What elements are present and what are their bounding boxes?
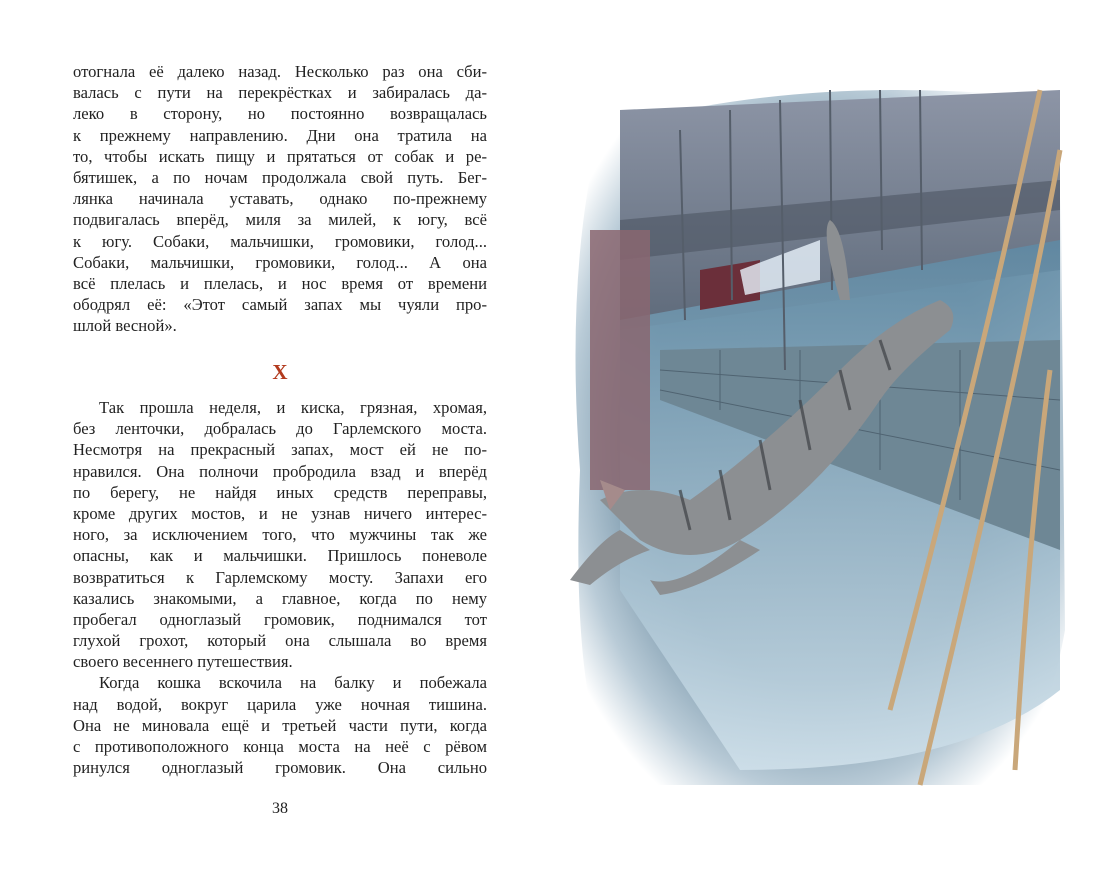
text-line: к прежнему направлению. Дни она тратила на [73,125,487,145]
text-line: Она не миновала ещё и третьей части пути, когда [73,715,487,735]
text-line: шлой весной». [73,316,177,336]
text-line: кроме других мостов, и не узнав ничего интерес- [73,503,487,523]
text-line: то, чтобы искать пищу и прятаться от собак и ре- [73,146,487,166]
text-line: Так прошла неделя, и киска, грязная, хромая, [99,398,487,417]
bridge-tower [590,230,650,490]
text-line: лянка начинала уставать, однако по-прежнему [73,189,487,209]
text-line: Собаки, мальчишки, громовики, голод... А она [73,252,487,272]
illustration-cat-leaping-on-bridge [560,70,1070,800]
text-line: глухой грохот, который она слышала во время [73,631,487,651]
text-line: бятишек, а по ночам продолжала свой путь. Бег- [73,167,487,187]
text-line: с противоположного конца моста на неё с рёвом [73,737,487,756]
text-line: нравился. Она полночи пробродила взад и вперёд [73,461,487,481]
text-line: опасны, как и мальчишки. Пришлось поневоле [73,546,487,566]
text-line: казались знакомыми, а главное, когда по нему [73,588,487,608]
text-line: подвигалась вперёд, миля за милей, к югу, всё [73,210,487,230]
text-line: ринулся одноглазый громовик. Она сильно [73,758,487,778]
text-line: Несмотря на прекрасный запах, мост ей не по- [73,440,487,460]
text-line: возвратиться к Гарлемскому мосту. Запахи его [73,567,487,587]
text-line: без ленточки, добралась до Гарлемского моста. [73,419,487,439]
body-text [73,397,487,778]
text-line: всё плелась и плелась, и нос время от времени [73,273,487,293]
text-line: ного, за исключением того, что мужчины так же [73,525,487,545]
page-number: 38 [272,800,288,817]
text-line: к югу. Собаки, мальчишки, громовики, голод... [73,231,487,251]
paragraph-continued [73,61,487,336]
text-line: пробегал одноглазый громовик, поднимался тот [73,609,487,629]
chapter-heading: X [272,360,288,384]
text-line: ободрял её: «Этот самый запах мы чуяли про- [73,295,487,315]
text-line: валась с пути на перекрёстках и забиралась да- [73,83,487,103]
text-line: леко в сторону, но постоянно возвращалась [73,104,487,124]
text-line: над водой, вокруг царила уже ночная тишина. [73,694,487,714]
text-line: по берегу, не найдя иных средств переправы, [73,482,487,502]
text-line: своего весеннего путешествия. [73,652,293,672]
text-line: отогнала её далеко назад. Несколько раз она сби- [73,62,487,81]
text-line: Когда кошка вскочила на балку и побежала [99,673,487,693]
